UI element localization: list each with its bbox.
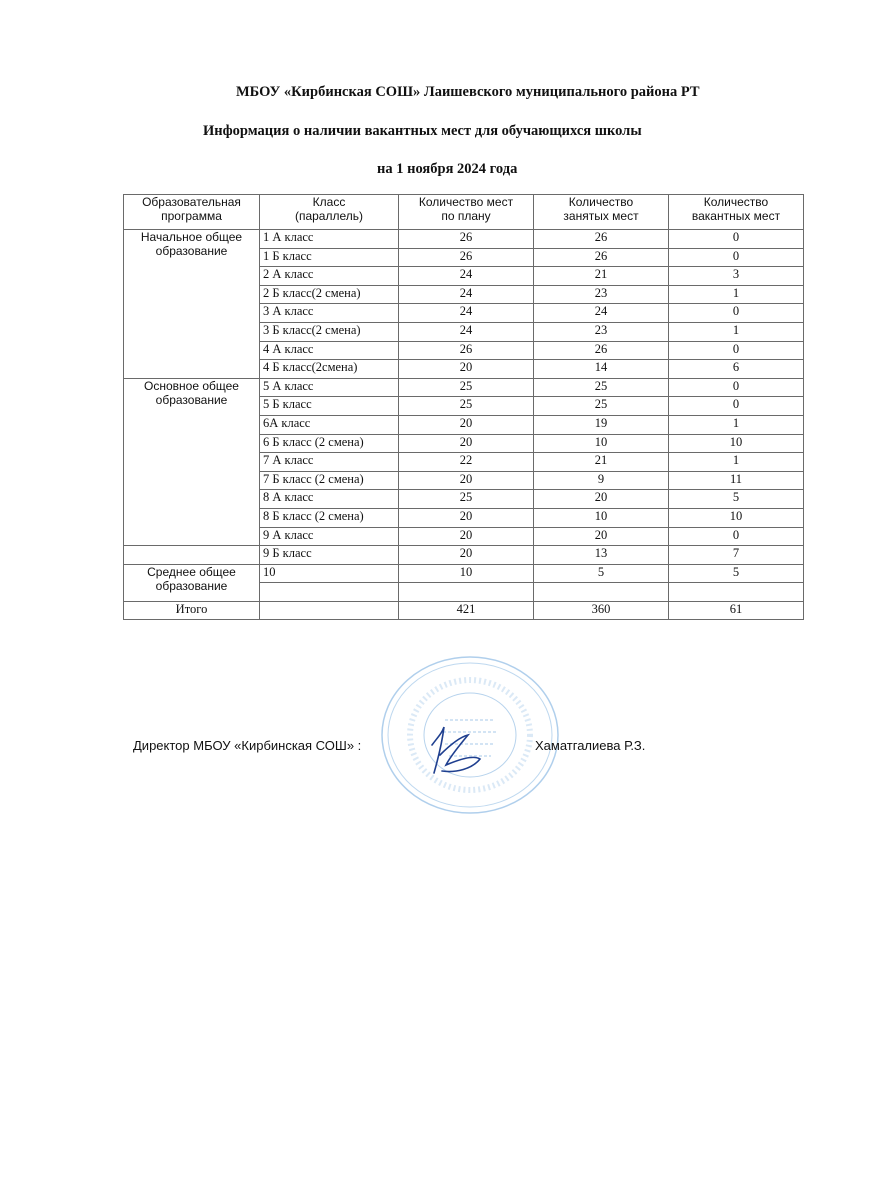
program-cell — [124, 564, 260, 601]
col-header-occupied: Количество занятых мест — [534, 195, 669, 230]
occupied-cell: 25 — [534, 378, 669, 397]
total-occupied: 360 — [534, 601, 669, 620]
plan-cell: 20 — [399, 415, 534, 434]
class-cell: 1 Б класс — [260, 248, 399, 267]
program-line: образование — [155, 244, 228, 258]
class-cell: 5 А класс — [260, 378, 399, 397]
vacant-cell: 5 — [669, 490, 804, 509]
class-cell: 2 Б класс(2 смена) — [260, 285, 399, 304]
class-cell: 3 Б класс(2 смена) — [260, 322, 399, 341]
vacant-cell — [669, 583, 804, 602]
program-line: образование — [155, 392, 228, 407]
vacant-cell: 0 — [669, 248, 804, 267]
vacant-cell: 10 — [669, 434, 804, 453]
class-cell: 5 Б класс — [260, 397, 399, 416]
vacant-cell: 0 — [669, 397, 804, 416]
program-cell — [124, 378, 260, 545]
occupied-cell: 13 — [534, 546, 669, 565]
class-cell: 2 А класс — [260, 267, 399, 286]
program-cell — [124, 546, 260, 565]
vacant-cell: 7 — [669, 546, 804, 565]
plan-cell: 20 — [399, 471, 534, 490]
plan-cell — [399, 583, 534, 602]
plan-cell: 20 — [399, 434, 534, 453]
table-row — [124, 230, 804, 249]
plan-cell: 24 — [399, 285, 534, 304]
class-cell — [260, 583, 399, 602]
class-cell: 4 А класс — [260, 341, 399, 360]
plan-cell: 20 — [399, 527, 534, 546]
doc-title-subject: Информация о наличии вакантных мест для обучающихся школы — [203, 123, 642, 139]
table-header-row — [124, 195, 804, 230]
vacancies-table — [123, 194, 804, 620]
vacant-cell: 5 — [669, 564, 804, 583]
class-cell: 9 А класс — [260, 527, 399, 546]
doc-title-date: на 1 ноября 2024 года — [377, 161, 518, 177]
occupied-cell: 20 — [534, 490, 669, 509]
vacant-cell: 10 — [669, 508, 804, 527]
col-header-plan: Количество мест по плану — [399, 195, 534, 230]
vacant-cell: 11 — [669, 471, 804, 490]
class-cell: 9 Б класс — [260, 546, 399, 565]
table-row — [124, 564, 804, 583]
plan-cell: 25 — [399, 490, 534, 509]
plan-cell: 22 — [399, 453, 534, 472]
plan-cell: 24 — [399, 267, 534, 286]
class-cell: 10 — [260, 564, 399, 583]
plan-cell: 25 — [399, 397, 534, 416]
occupied-cell — [534, 583, 669, 602]
vacant-cell: 1 — [669, 322, 804, 341]
vacant-cell: 1 — [669, 453, 804, 472]
plan-cell: 24 — [399, 322, 534, 341]
class-cell: 7 А класс — [260, 453, 399, 472]
occupied-cell: 24 — [534, 304, 669, 323]
class-cell: 1 А класс — [260, 230, 399, 249]
vacant-cell: 3 — [669, 267, 804, 286]
occupied-cell: 14 — [534, 360, 669, 379]
class-cell: 4 Б класс(2смена) — [260, 360, 399, 379]
occupied-cell: 19 — [534, 415, 669, 434]
col-header-program: Образовательная программа — [124, 195, 260, 230]
class-cell: 6 Б класс (2 смена) — [260, 434, 399, 453]
plan-cell: 24 — [399, 304, 534, 323]
table-row — [124, 378, 804, 397]
occupied-cell: 5 — [534, 564, 669, 583]
vacant-cell: 1 — [669, 285, 804, 304]
occupied-cell: 9 — [534, 471, 669, 490]
total-vacant: 61 — [669, 601, 804, 620]
vacant-cell: 0 — [669, 230, 804, 249]
occupied-cell: 23 — [534, 322, 669, 341]
col-header-class: Класс (параллель) — [260, 195, 399, 230]
director-signature-icon — [420, 715, 500, 785]
plan-cell: 26 — [399, 341, 534, 360]
plan-cell: 20 — [399, 360, 534, 379]
plan-cell: 26 — [399, 230, 534, 249]
table-row — [124, 546, 804, 565]
plan-cell: 25 — [399, 378, 534, 397]
total-plan: 421 — [399, 601, 534, 620]
plan-cell: 26 — [399, 248, 534, 267]
class-cell: 3 А класс — [260, 304, 399, 323]
occupied-cell: 26 — [534, 341, 669, 360]
class-cell: 8 Б класс (2 смена) — [260, 508, 399, 527]
col-header-vacant: Количество вакантных мест — [669, 195, 804, 230]
occupied-cell: 21 — [534, 453, 669, 472]
director-label: Директор МБОУ «Кирбинская СОШ» : — [133, 738, 362, 753]
class-cell: 8 А класс — [260, 490, 399, 509]
plan-cell: 20 — [399, 546, 534, 565]
vacant-cell: 0 — [669, 304, 804, 323]
total-label: Итого — [124, 601, 260, 620]
occupied-cell: 23 — [534, 285, 669, 304]
program-line: Начальное общее — [140, 230, 243, 244]
table-body — [124, 230, 804, 620]
plan-cell: 20 — [399, 508, 534, 527]
class-cell: 6А класс — [260, 415, 399, 434]
vacant-cell: 1 — [669, 415, 804, 434]
vacant-cell: 0 — [669, 527, 804, 546]
vacant-cell: 0 — [669, 378, 804, 397]
program-line: Среднее общее — [147, 564, 236, 579]
program-line: образование — [155, 578, 228, 593]
occupied-cell: 25 — [534, 397, 669, 416]
program-line: Основное общее — [144, 378, 239, 393]
occupied-cell: 20 — [534, 527, 669, 546]
occupied-cell: 10 — [534, 508, 669, 527]
director-name: Хаматгалиева Р.З. — [535, 738, 646, 753]
doc-title-school: МБОУ «Кирбинская СОШ» Лаишевского муниципального района РТ — [236, 84, 700, 100]
vacant-cell: 0 — [669, 341, 804, 360]
plan-cell: 10 — [399, 564, 534, 583]
class-cell: 7 Б класс (2 смена) — [260, 471, 399, 490]
total-row — [124, 601, 804, 620]
occupied-cell: 21 — [534, 267, 669, 286]
occupied-cell: 26 — [534, 230, 669, 249]
occupied-cell: 26 — [534, 248, 669, 267]
vacant-cell: 6 — [669, 360, 804, 379]
occupied-cell: 10 — [534, 434, 669, 453]
program-cell — [124, 230, 260, 379]
total-class-cell — [260, 601, 399, 620]
